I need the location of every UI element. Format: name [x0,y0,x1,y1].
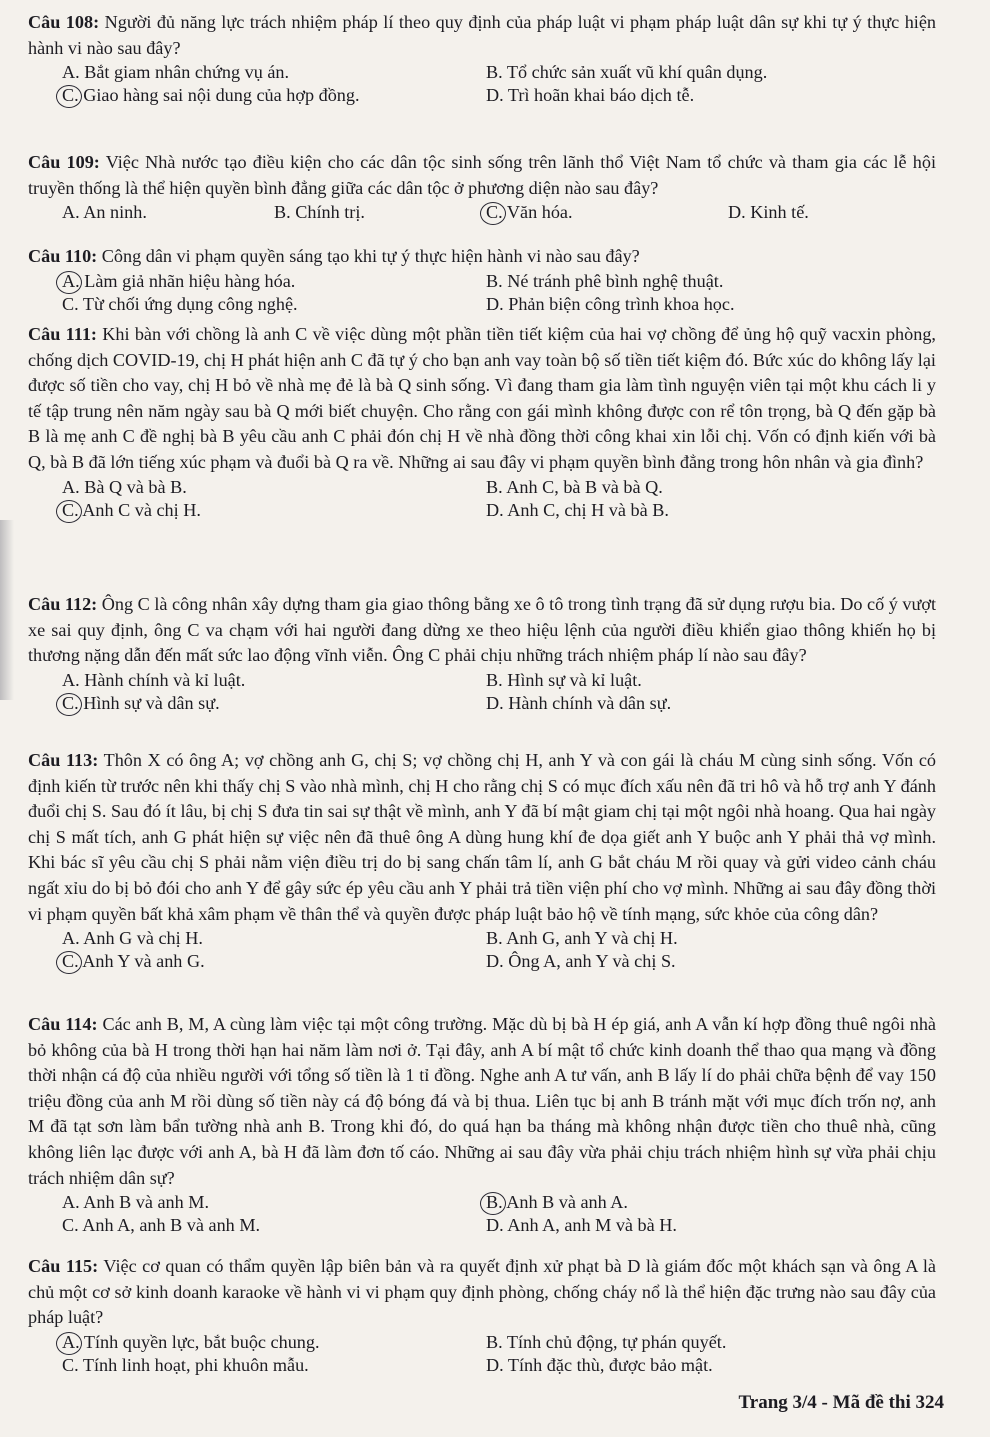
question-number: Câu 108: [28,12,100,32]
option-a: A. Bà Q và bà B. [62,476,187,497]
question-number: Câu 113: [28,750,99,770]
question-text: Thôn X có ông A; vợ chồng anh G, chị S; vợ chồng chị H, anh Y và con gái là cháu M cùng sinh sống. Vốn có định kiến từ trước nên khi thấy chị S vào nhà mình, chị H cho rằng chị S có mục đích xấu nên đã tri hô và hỗ trợ anh Y đánh đuổi chị S. Sau đó ít lâu, bị chị S đưa tin sai sự thật về mình, anh Y đã bí mật giam chị tại một ngôi nhà hoang. Qua hai ngày chị S mất tích, anh G phát hiện sự việc nên đã thuê ông A dùng hung khí đe dọa giết anh Y buộc anh Y phải thả vợ mình. Khi bác sĩ yêu cầu chị S phải nằm viện điều trị do bị sang chấn tâm lí, anh G bắt cháu M rồi quay và gửi video cảnh cháu ngất xỉu do bị bỏ đói cho anh Y để gây sức ép yêu cầu anh Y phải trả tiền viện phí cho vợ mình. Những ai sau đây đồng thời vi phạm quyền bất khả xâm phạm về thân thể và quyền được pháp luật bảo hộ về tính mạng, sức khỏe của công dân? [28,750,936,924]
options [28,927,936,973]
option-d: D. Hành chính và dân sự. [486,692,672,713]
option-b: B. Tính chủ động, tự phán quyết. [486,1331,727,1352]
scan-shadow [0,520,14,700]
option-b: B. Anh B và anh A. [452,1191,936,1214]
question-stem [28,592,936,669]
options [28,61,936,107]
question-115 [28,1254,936,1377]
question-111 [28,322,936,522]
option-b: B. Chính trị. [274,202,365,223]
question-number: Câu 115: [28,1256,99,1276]
question-112 [28,592,936,715]
question-113 [28,748,936,973]
question-stem [28,150,936,201]
option-d: D. Kinh tế. [728,202,809,223]
question-109 [28,150,936,224]
option-c: C. Từ chối ứng dụng công nghệ. [62,293,298,314]
question-number: Câu 109: [28,152,100,172]
question-number: Câu 110: [28,246,98,266]
page-footer: Trang 3/4 - Mã đề thi 324 [738,1392,944,1413]
question-stem [28,10,936,61]
option-c: C. Văn hóa. [452,201,694,224]
question-text: Khi bàn với chồng là anh C về việc dùng một phần tiền tiết kiệm của hai vợ chồng để ủng hộ quỹ vacxin phòng, chống dịch COVID-19, chị H phát hiện anh C đã tự ý cho bạn anh vay toàn bộ số tiền tiết kiệm đó. Bức xúc do không lấy lại được số tiền cho vay, chị H bỏ về nhà mẹ đẻ là bà Q sinh sống. Vì đang tham gia làm tình nguyện viên tại một khu cách li y tế tập trung nên năm ngày sau bà Q mới biết chuyện. Cho rằng con gái mình không được con rể tôn trọng, bà Q đến gặp bà B là mẹ anh C đề nghị bà B yêu cầu anh C phải đón chị H về nhà đồng thời công khai xin lỗi chị. Vốn có định kiến với bà Q, bà B đã lớn tiếng xúc phạm và đuổi bà Q ra về. Những ai sau đây vi phạm quyền bình đẳng trong hôn nhân và gia đình? [28,324,936,472]
option-a: A. Anh B và anh M. [62,1192,210,1213]
question-stem [28,322,936,476]
option-c: C. Giao hàng sai nội dung của hợp đồng. [28,84,452,107]
options [28,1191,936,1237]
question-114 [28,1012,936,1237]
options [28,669,936,715]
option-d: D. Trì hoãn khai báo dịch tễ. [486,85,695,106]
option-c: C. Anh C và chị H. [28,499,452,522]
question-text: Ông C là công nhân xây dựng tham gia giao thông bằng xe ô tô trong tình trạng đã sử dụng rượu bia. Do cố ý vượt xe sai quy định, ông C va chạm với hai người đang dừng xe theo hiệu lệnh của người điều khiển giao thông khiến họ bị thương nặng dẫn đến mất sức lao động vĩnh viễn. Ông C phải chịu những trách nhiệm pháp lí nào sau đây? [28,594,936,666]
question-text: Việc cơ quan có thẩm quyền lập biên bản và ra quyết định xử phạt bà D là giám đốc một khách sạn và ông A là chủ một cơ sở kinh doanh karaoke về hành vi vi phạm quy định phòng, chống cháy nổ là thể hiện đặc trưng nào sau đây của pháp luật? [28,1256,937,1328]
question-number: Câu 112: [28,594,98,614]
option-a: A. Hành chính và kỉ luật. [62,669,246,690]
question-stem [28,244,936,270]
options [28,476,936,522]
question-text: Công dân vi phạm quyền sáng tạo khi tự ý thực hiện hành vi nào sau đây? [101,246,640,266]
option-b: B. Anh G, anh Y và chị H. [486,928,678,949]
option-a: A. An ninh. [62,202,147,223]
question-text: Người đủ năng lực trách nhiệm pháp lí theo quy định của pháp luật vi phạm pháp luật dân sự khi tự ý thực hiện hành vi nào sau đây? [28,12,937,58]
question-108 [28,10,936,107]
options [28,1331,936,1377]
option-d: D. Phản biện công trình khoa học. [486,293,735,314]
option-c: C. Anh Y và anh G. [28,950,452,973]
option-a: A. Tính quyền lực, bắt buộc chung. [28,1331,452,1354]
option-c: C. Hình sự và dân sự. [28,692,452,715]
question-stem [28,1012,936,1191]
question-stem [28,748,936,927]
options [28,201,936,224]
option-d: D. Anh A, anh M và bà H. [486,1215,677,1236]
option-d: D. Ông A, anh Y và chị S. [486,951,676,972]
question-text: Các anh B, M, A cùng làm việc tại một công trường. Mặc dù bị bà H ép giá, anh A vẫn kí hợp đồng thuê ngôi nhà bỏ không của bà H trong thời hạn hai năm làm nơi ở. Tại đây, anh A bí mật tổ chức kinh doanh thể thao qua mạng và đồng thời nhận cá độ của nhiều người với tổng số tiền là 1 tỉ đồng. Nghe anh A tư vấn, anh B lấy lí do phải chữa bệnh để vay 150 triệu đồng của anh M rồi dùng số tiền này cá độ bóng đá và bị thua. Liên tục bị anh B tránh mặt với mục đích trốn nợ, anh M đã tạt sơn làm bẩn tường nhà anh B. Trong khi đó, do quá hạn ba tháng mà không nhận được tiền cho thuê nhà, cũng không liên lạc được với anh A, bà H đã làm đơn tố cáo. Những ai sau đây vừa phải chịu trách nhiệm hình sự vừa phải chịu trách nhiệm dân sự? [28,1014,937,1188]
question-text: Việc Nhà nước tạo điều kiện cho các dân tộc sinh sống trên lãnh thổ Việt Nam tổ chức và tham gia các lễ hội truyền thống là thể hiện quyền bình đẳng giữa các dân tộc ở phương diện nào sau đây? [28,152,936,198]
option-d: D. Anh C, chị H và bà B. [486,499,669,520]
option-b: B. Anh C, bà B và bà Q. [486,476,663,497]
option-c: C. Tính linh hoạt, phi khuôn mẫu. [62,1354,309,1375]
option-b: B. Né tránh phê bình nghệ thuật. [486,270,724,291]
question-number: Câu 114: [28,1014,98,1034]
option-a: A. Bắt giam nhân chứng vụ án. [62,62,290,83]
options [28,270,936,316]
option-b: B. Hình sự và kỉ luật. [486,669,642,690]
option-d: D. Tính đặc thù, được bảo mật. [486,1354,713,1375]
question-110 [28,244,936,316]
option-c: C. Anh A, anh B và anh M. [62,1215,261,1236]
question-number: Câu 111: [28,324,97,344]
question-stem [28,1254,936,1331]
option-a: A. Làm giả nhãn hiệu hàng hóa. [28,270,452,293]
option-b: B. Tổ chức sản xuất vũ khí quân dụng. [486,62,768,83]
option-a: A. Anh G và chị H. [62,928,203,949]
